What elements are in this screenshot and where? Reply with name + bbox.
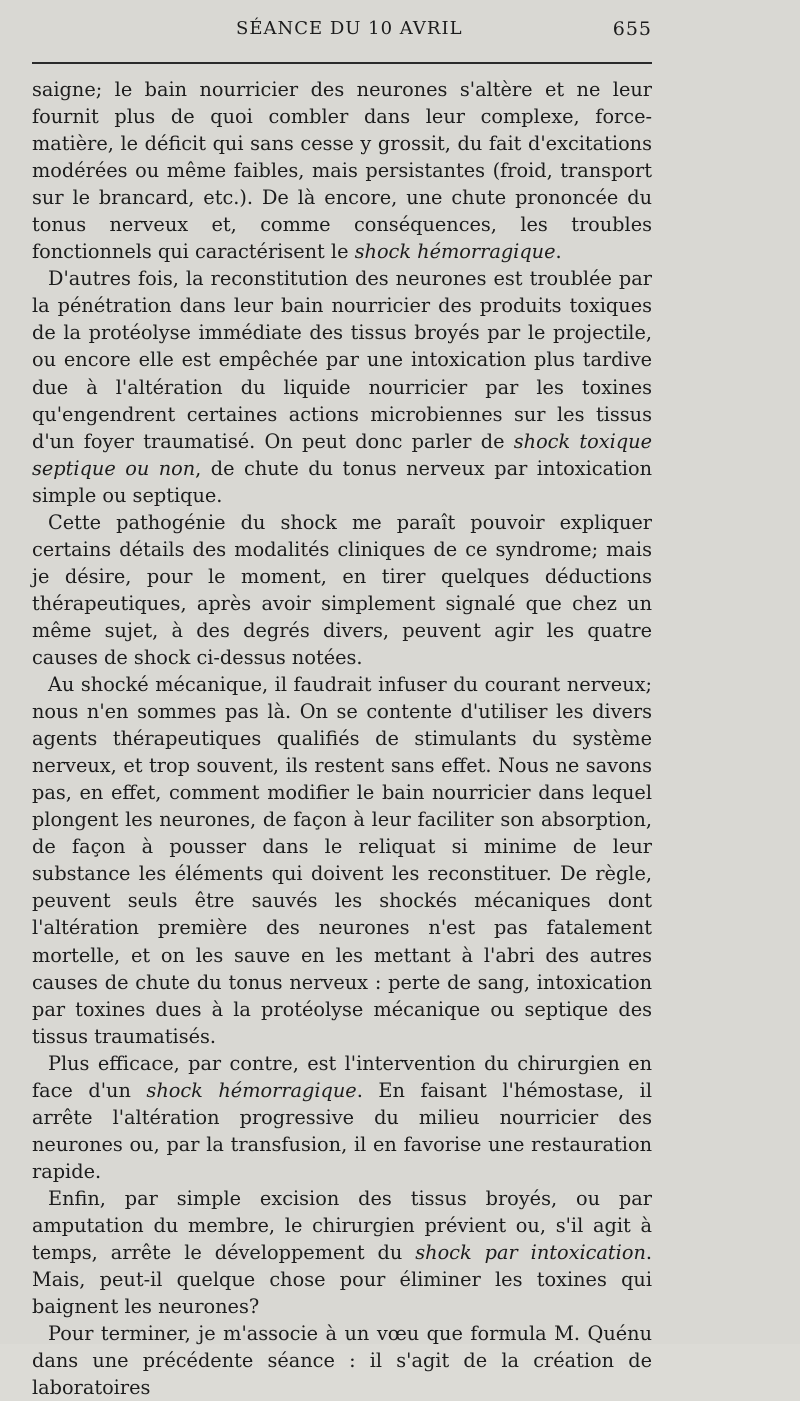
page-header (32, 18, 652, 40)
text-segment: D'autres fois, la reconstitution des neurones est troublée par la pénétration dans leur bain nourricier des produits toxiques de la protéolyse immédiate des tissus broyés par le projectile, ou encore elle est empêchée par une intoxication plus tardive due à l'altération du liquide nourricier par les toxines qu'engendrent certaines actions microbiennes sur les tissus d'un foyer traumatisé. On peut donc parler de (32, 267, 652, 453)
italic-text: shock toxique septique ou non (32, 429, 652, 480)
text-segment: Plus efficace, par contre, est l'intervention du chirurgien en face d'un (32, 1051, 652, 1102)
paragraph (32, 509, 652, 671)
text-segment: Cette pathogénie du shock me paraît pouvoir expliquer certains détails des modalités cliniques de ce syndrome; mais je désire, pour le moment, en tirer quelques déductions thérapeutiques, après avoir simplement signalé que chez un même sujet, à des degrés divers, peuvent agir les quatre causes de shock ci-dessus notées. (32, 510, 652, 669)
paragraph (32, 265, 652, 508)
italic-text: shock hémorragique (354, 240, 556, 264)
paragraph (32, 1050, 652, 1185)
running-head: SÉANCE DU 10 AVRIL (236, 18, 463, 39)
text-segment: Enfin, par simple excision des tissus broyés, ou par amputation du membre, le chirurgien prévient ou, s'il agit à temps, arrête le développement du (32, 1186, 652, 1265)
italic-text: shock par intoxication (415, 1241, 646, 1265)
italic-text: shock hémorragique (146, 1078, 357, 1102)
paragraph (32, 76, 652, 265)
text-segment: . Mais, peut-il quelque chose pour éliminer les toxines qui baignent les neurones? (32, 1241, 653, 1319)
header-rule (32, 62, 652, 64)
paragraph (32, 1320, 652, 1401)
text-segment: saigne; le bain nourricier des neurones s'altère et ne leur fournit plus de quoi combler dans leur complexe, force-matière, le déficit qui sans cesse y grossit, du fait d'excitations modérées ou même faibles, mais persistantes (froid, transport sur le brancard, etc.). De là encore, une chute prononcée du tonus nerveux et, comme conséquences, les troubles fonctionnels qui caractérisent le (32, 78, 652, 264)
text-segment: . En faisant l'hémostase, il arrête l'altération progressive du milieu nourricier des neurones ou, par la transfusion, il en favorise une restauration rapide. (32, 1078, 652, 1183)
body-text (32, 76, 652, 1401)
text-segment: , de chute du tonus nerveux par intoxication simple ou septique. (32, 456, 652, 507)
text-segment: Pour terminer, je m'associe à un vœu que formula M. Quénu dans une précédente séance : il s'agit de la création de laboratoires (32, 1322, 652, 1400)
paragraph (32, 1185, 652, 1320)
page-number: 655 (612, 18, 652, 40)
paragraph (32, 671, 652, 1050)
text-segment: . (555, 240, 562, 264)
text-segment: Au shocké mécanique, il faudrait infuser du courant nerveux; nous n'en sommes pas là. On se contente d'utiliser les divers agents thérapeutiques qualifiés de stimulants du système nerveux, et trop souvent, ils restent sans effet. Nous ne savons pas, en effet, comment modifier le bain nourricier dans lequel plongent les neurones, de façon à leur faciliter son absorption, de façon à pousser dans le reliquat si minime de leur substance les éléments qui doivent les reconstituer. De règle, peuvent seuls être sauvés les shockés mécaniques dont l'altération première des neurones n'est pas fatalement mortelle, et on les sauve en les mettant à l'abri des autres causes de chute du tonus nerveux : perte de sang, intoxication par toxines dues à la protéolyse mécanique ou septique des tissus traumatisés. (32, 673, 652, 1048)
